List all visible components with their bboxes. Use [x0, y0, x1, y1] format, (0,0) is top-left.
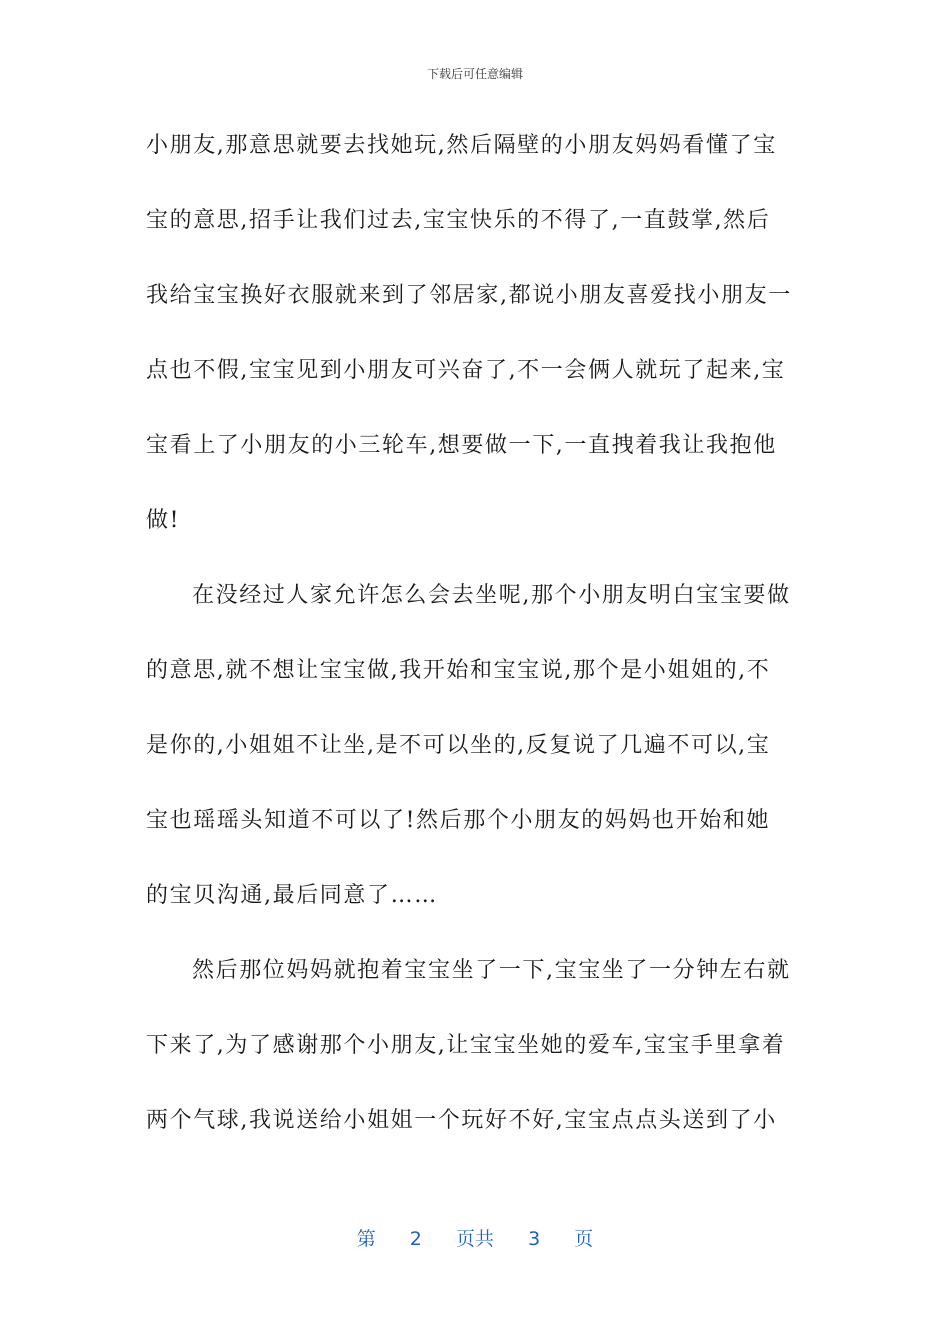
- text-line: 宝的意思,招手让我们过去,宝宝快乐的不得了,一直鼓掌,然后: [146, 208, 771, 233]
- paragraph-start-line: 在没经过人家允许怎么会去坐呢,那个小朋友明白宝宝要做: [192, 583, 791, 608]
- text-line: 的宝贝沟通,最后同意了……: [146, 883, 438, 908]
- text-line: 是你的,小姐姐不让坐,是不可以坐的,反复说了几遍不可以,宝: [146, 733, 771, 758]
- text-line: 小朋友,那意思就要去找她玩,然后隔壁的小朋友妈妈看懂了宝: [146, 133, 777, 158]
- current-page-number: 2: [409, 1228, 422, 1250]
- text-line: 宝也瑶瑶头知道不可以了!然后那个小朋友的妈妈也开始和她: [146, 808, 771, 833]
- paragraph-start-line: 然后那位妈妈就抱着宝宝坐了一下,宝宝坐了一分钟左右就: [192, 958, 791, 983]
- footer-prefix: 第: [356, 1228, 376, 1250]
- text-line: 两个气球,我说送给小姐姐一个玩好不好,宝宝点点头送到了小: [146, 1108, 777, 1133]
- text-line: 点也不假,宝宝见到小朋友可兴奋了,不一会俩人就玩了起来,宝: [146, 358, 786, 383]
- text-line: 做!: [146, 508, 181, 533]
- total-pages-number: 3: [528, 1228, 541, 1250]
- text-line: 下来了,为了感谢那个小朋友,让宝宝坐她的爱车,宝宝手里拿着: [146, 1033, 786, 1058]
- footer-suffix: 页: [574, 1228, 594, 1250]
- page-number-footer: [0, 1226, 950, 1252]
- footer-middle: 页共: [455, 1228, 494, 1250]
- text-line: 我给宝宝换好衣服就来到了邻居家,都说小朋友喜爱找小朋友一: [146, 283, 792, 308]
- text-line: 的意思,就不想让宝宝做,我开始和宝宝说,那个是小姐姐的,不: [146, 658, 771, 683]
- document-body: [146, 128, 806, 1178]
- page-header-note: 下载后可任意编辑: [426, 67, 523, 81]
- text-line: 宝看上了小朋友的小三轮车,想要做一下,一直拽着我让我抱他: [146, 433, 777, 458]
